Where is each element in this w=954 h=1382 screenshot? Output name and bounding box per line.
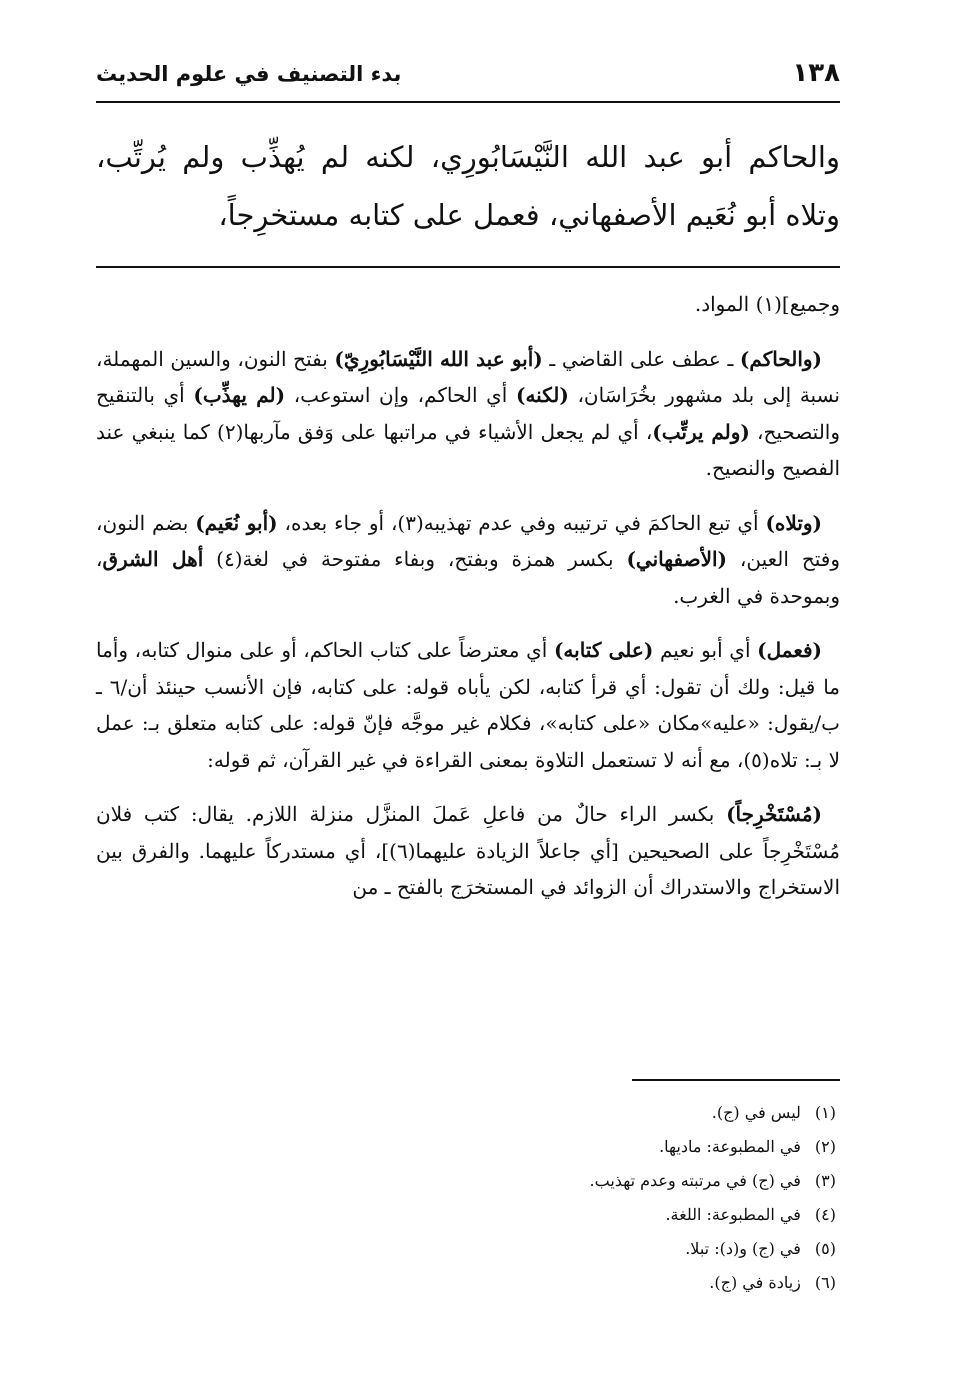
footnote	[96, 1130, 840, 1164]
footnote-text: في المطبوعة: ماديها.	[659, 1137, 801, 1156]
footnote	[96, 1232, 840, 1266]
commentary-text: أي معترضاً على كتاب الحاكم، أو على منوال كتابه، وأما ما قيل: ولك أن تقول: أي قرأ كتابه، لكن يأباه قوله: على كتابه، فإن الأنسب حينئذ أن/٦ ـ ب/يقول: «عليه»مكان «على كتابه»، فكلام غير موجَّه فإنّ قوله: على كتابه متعلق بـ: عمل لا بـ: تلاه(٥)، مع أنه لا تستعمل التلاوة بمعنى القراءة في غير القرآن، ثم قوله:	[96, 638, 841, 772]
footnote-number: (٣)	[814, 1171, 836, 1190]
footnote	[96, 1198, 840, 1232]
commentary-paragraph	[96, 286, 840, 323]
commentary-text: وجميع](١) المواد.	[694, 292, 840, 316]
footnote-number: (٤)	[814, 1205, 836, 1224]
footnote	[96, 1096, 840, 1130]
paragraph-gap	[96, 614, 840, 632]
commentary-text: بضم النون، وفتح العين،	[96, 510, 840, 571]
commentary-text: أي بالتنقيح والتصحيح،	[96, 383, 841, 444]
lemma: (أبو نُعَيم)	[195, 510, 278, 535]
lemma: (على كتابه)	[553, 638, 654, 662]
paragraph-gap	[96, 323, 840, 341]
paragraph-gap	[96, 487, 840, 505]
commentary-paragraph	[96, 796, 840, 906]
matn-separator	[96, 266, 840, 268]
footnote	[96, 1266, 840, 1300]
commentary-text: بكسر الراء حالٌ من فاعلِ عَملَ المنزَّل منزلة اللازم. يقال: كتب فلان مُسْتَخْرِجاً على الصحيحين [أي جاعلاً الزيادة عليهما(٦)]، أي مستدركاً عليهما. والفرق بين الاستخراج والاستدراك أن الزوائد في المستخرَج بالفتح ـ من	[96, 802, 840, 899]
matn-text: والحاكم أبو عبد الله النَّيْسَابُورِي، لكنه لم يُهذِّب ولم يُرتِّب، وتلاه أبو نُعَيم الأصفهاني، فعمل على كتابه مستخرِجاً،	[96, 140, 840, 232]
lemma: أهل الشرق	[102, 547, 204, 571]
page-number: ١٣٨	[792, 58, 840, 88]
commentary-paragraph	[96, 632, 840, 778]
page-header	[96, 58, 840, 94]
lemma: (وتلاه)	[765, 510, 822, 535]
lemma: (والحاكم)	[739, 346, 822, 371]
footnote-text: في المطبوعة: اللغة.	[665, 1205, 801, 1224]
footnote-number: (٦)	[814, 1273, 836, 1292]
commentary-text: أي أبو نعيم	[653, 638, 758, 662]
commentary-paragraph	[96, 341, 840, 487]
commentary-text: ، أي لم يجعل الأشياء في مراتبها على وَفق مآربها(٢) كما ينبغي عند الفصيح والنصيح.	[96, 419, 840, 480]
commentary-text: ، وبموحدة في الغرب.	[96, 547, 840, 608]
commentary	[96, 286, 840, 906]
commentary-paragraph	[96, 505, 840, 615]
running-title: بدء التصنيف في علوم الحديث	[96, 62, 402, 86]
lemma: (الأصفهاني)	[626, 547, 728, 571]
commentary-text: أي تبع الحاكمَ في ترتيبه وفي عدم تهذيبه(٣)، أو جاء بعده،	[277, 510, 766, 535]
footnote	[96, 1164, 840, 1198]
lemma: (أبو عبد الله النَّيْسَابُورِيّ)	[334, 346, 543, 371]
header-rule	[96, 101, 840, 103]
footnote-number: (٢)	[814, 1137, 836, 1156]
footnote-text: في (ج) في مرتبته وعدم تهذيب.	[589, 1171, 801, 1190]
footnote-text: في (ج) و(د): تبلا.	[685, 1239, 801, 1258]
paragraph-gap	[96, 778, 840, 796]
footnote-text: ليس في (ج).	[711, 1103, 801, 1122]
commentary-text: بكسر همزة وبفتح، وبفاء مفتوحة في لغة(٤)	[203, 547, 627, 571]
footnote-text: زيادة في (ج).	[709, 1273, 801, 1292]
footnote-number: (٥)	[814, 1239, 836, 1258]
footnotes	[96, 1096, 840, 1300]
lemma: (فعمل)	[757, 638, 823, 662]
commentary-text: أي الحاكم، وإن استوعب،	[285, 383, 516, 407]
lemma: (ولم يرتِّب)	[652, 419, 750, 444]
footnote-number: (١)	[814, 1103, 836, 1122]
commentary-text: ـ عطف على القاضي ـ	[542, 346, 740, 371]
lemma: (مُسْتَخْرِجاً)	[726, 802, 822, 826]
commentary-text: بفتح النون، والسين المهملة، نسبة إلى بلد مشهور بخُرَاسَان،	[96, 346, 840, 407]
lemma: (لكنه)	[516, 383, 569, 407]
footnote-separator	[632, 1079, 840, 1081]
lemma: (لم يهذِّب)	[193, 383, 286, 407]
